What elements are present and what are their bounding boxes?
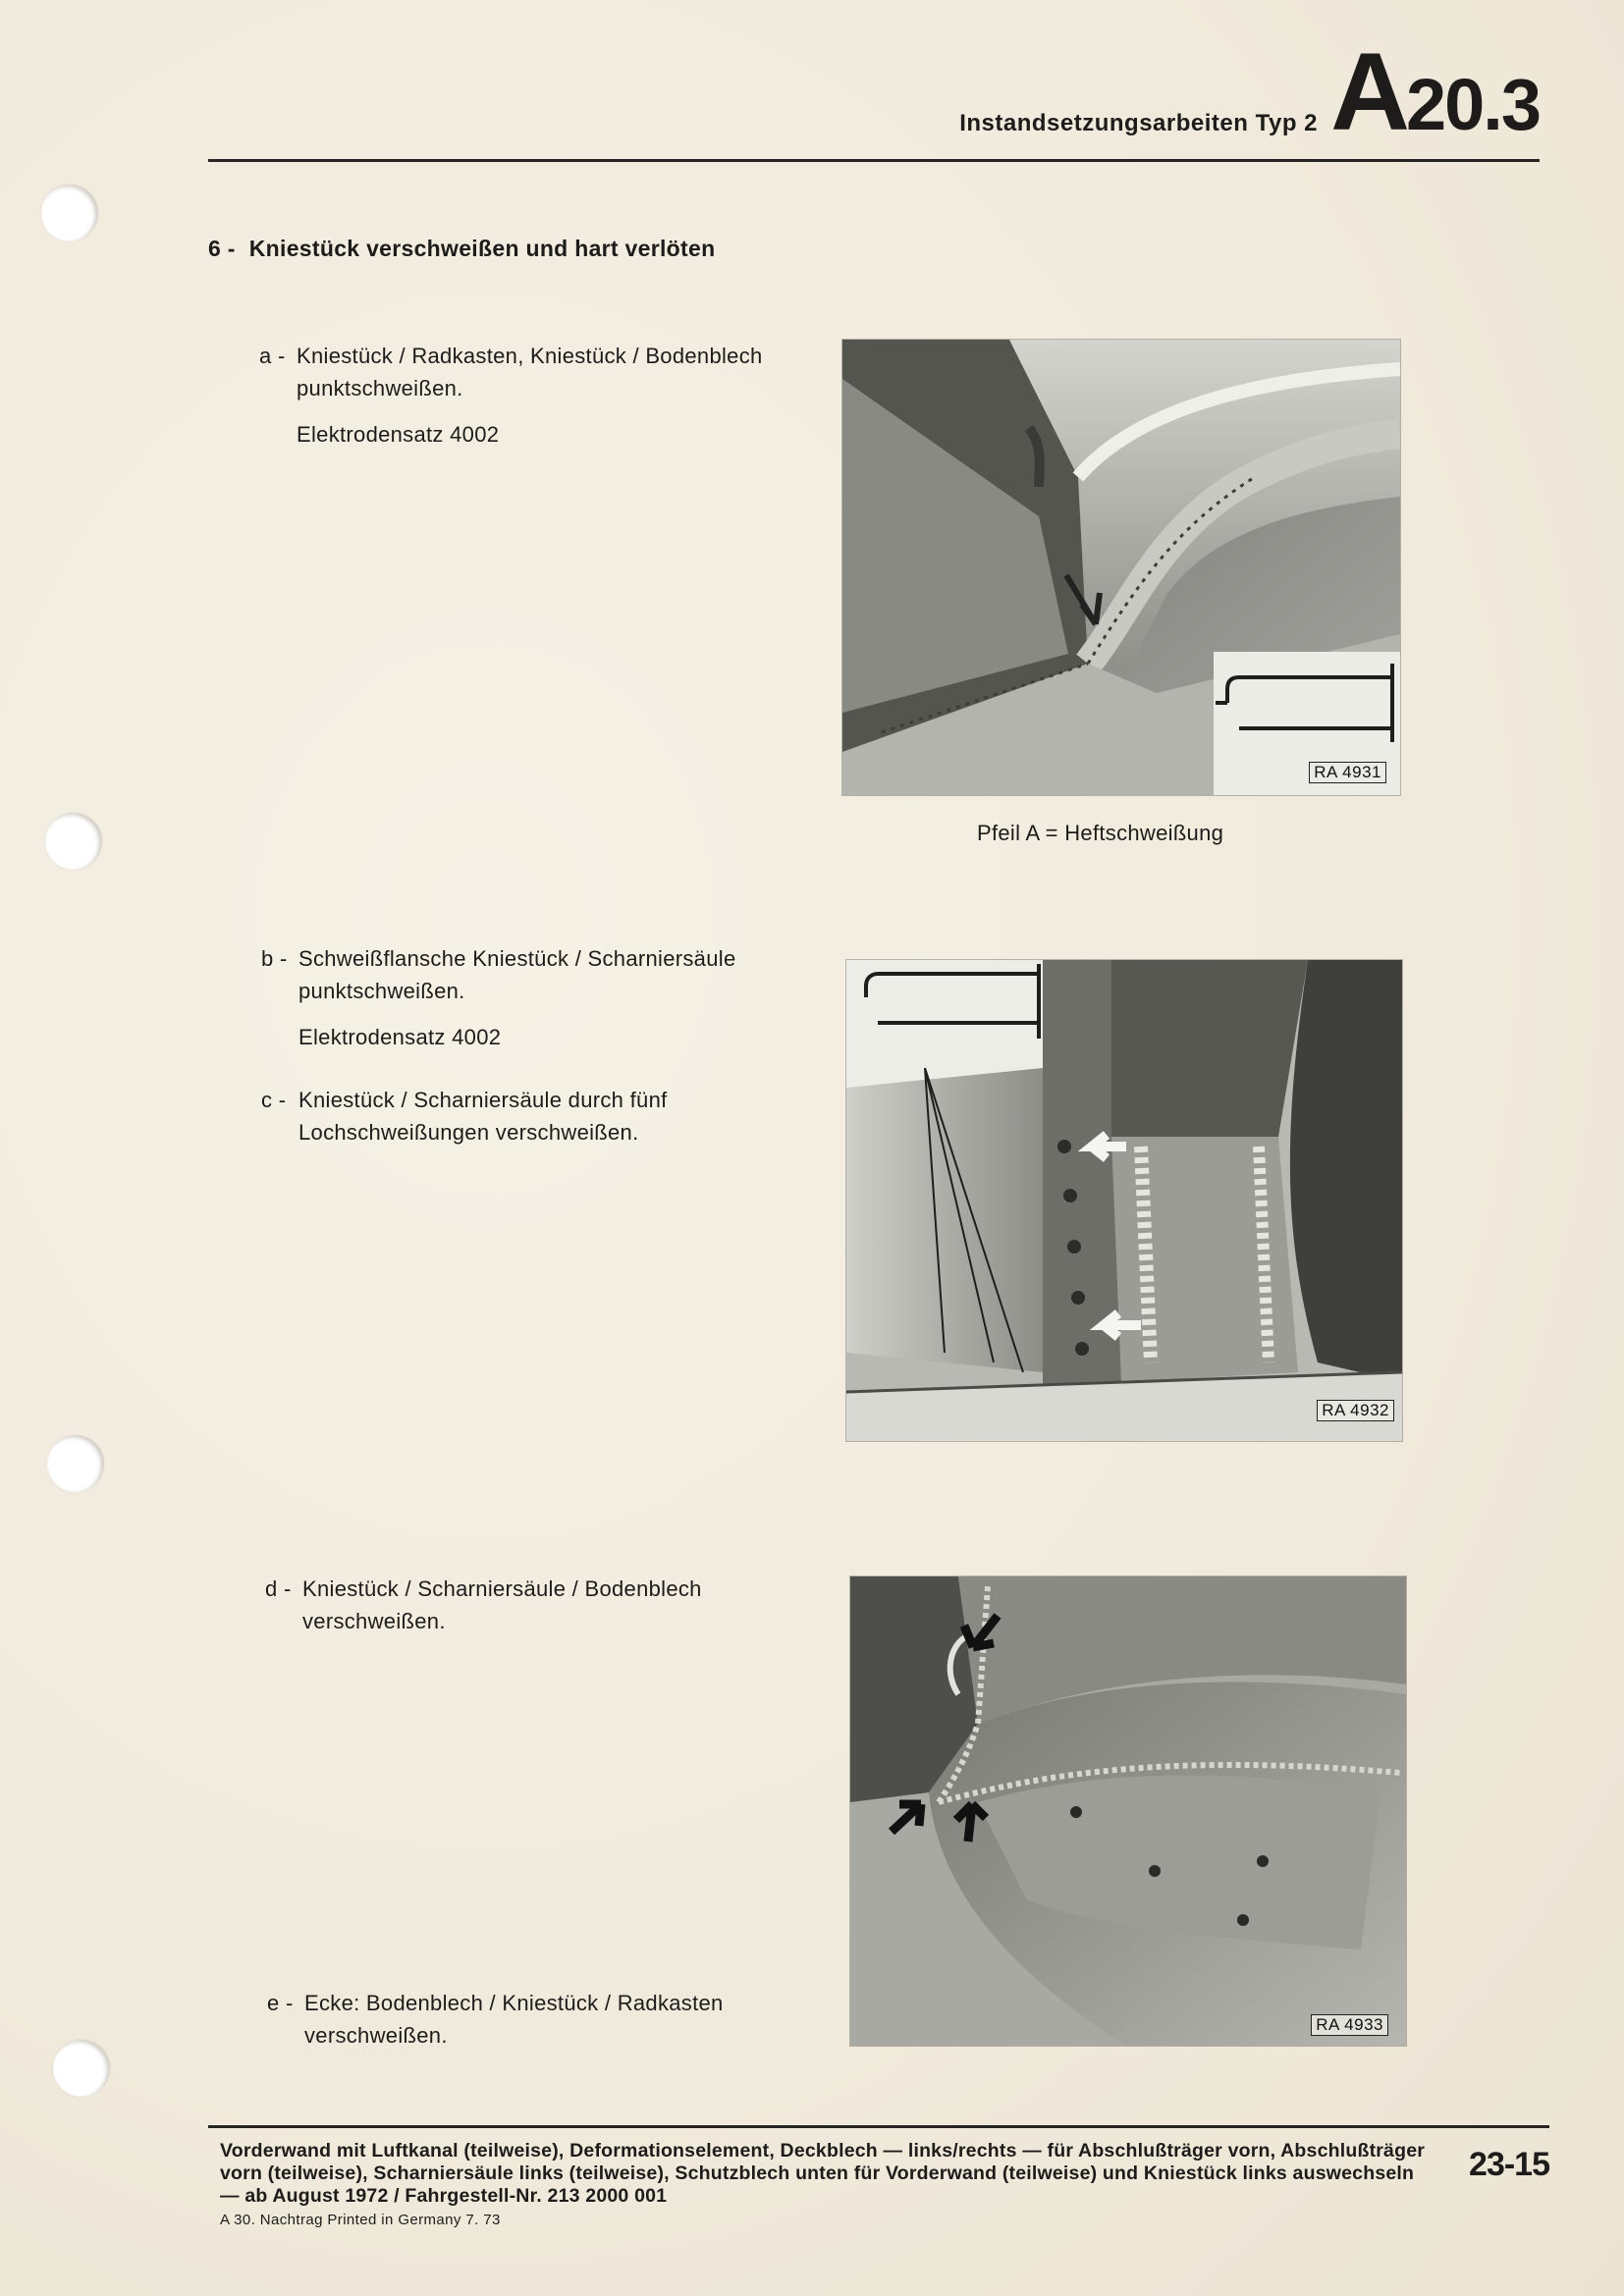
punch-hole-4 (53, 2040, 110, 2097)
page-header (0, 0, 1624, 167)
footer-divider (208, 2125, 1549, 2128)
step-letter: e - (267, 1991, 294, 2015)
punch-hole-3 (47, 1435, 104, 1492)
figure-ra4933 (850, 1576, 1406, 2046)
step-text: Kniestück / Scharniersäule durch fünf Lochschweißungen verschweißen. (298, 1088, 668, 1145)
header-subtitle: Instandsetzungsarbeiten Typ 2 (959, 110, 1318, 136)
step-c (261, 1084, 791, 1148)
section-title: Kniestück verschweißen und hart verlöten (248, 236, 716, 261)
photo-knee-wheelhouse (842, 340, 1400, 795)
step-text: Kniestück / Radkasten, Kniestück / Bodenblech punktschweißen. (297, 344, 763, 400)
section-code (1330, 30, 1540, 153)
header-divider (208, 159, 1540, 162)
print-info: A 30. Nachtrag Printed in Germany 7. 73 (220, 2212, 501, 2228)
section-heading (208, 236, 715, 262)
figure-ref-label: RA 4931 (1309, 762, 1386, 783)
section-code-letter: A (1330, 30, 1406, 153)
punch-hole-1 (41, 185, 98, 241)
photo-floor-corner-welds (850, 1576, 1406, 2046)
section-number: 6 - (208, 236, 236, 261)
step-text: Ecke: Bodenblech / Kniestück / Radkasten verschweißen. (304, 1991, 724, 2048)
step-text: Schweißflansche Kniestück / Scharniersäule punktschweißen. (298, 946, 736, 1003)
photo-hinge-pillar-welds (846, 960, 1402, 1441)
section-code-number: 20.3 (1405, 64, 1540, 145)
step-note: Elektrodensatz 4002 (298, 1025, 502, 1049)
step-note: Elektrodensatz 4002 (297, 422, 500, 447)
step-e (267, 1987, 797, 2052)
step-text: Kniestück / Scharniersäule / Bodenblech verschweißen. (302, 1576, 702, 1633)
step-letter: d - (265, 1576, 292, 1601)
figure-ref-label: RA 4933 (1311, 2014, 1388, 2036)
figure-ra4931 (842, 340, 1400, 795)
step-d (265, 1573, 795, 1637)
step-b (261, 942, 791, 1053)
step-a (259, 340, 770, 451)
page-number: 23-15 (1469, 2146, 1549, 2183)
figure-ref-label: RA 4932 (1317, 1400, 1394, 1421)
step-letter: c - (261, 1088, 287, 1112)
step-letter: a - (259, 344, 286, 368)
figure-caption: Pfeil A = Heftschweißung (977, 821, 1224, 845)
punch-hole-2 (45, 813, 102, 870)
step-letter: b - (261, 946, 288, 971)
footer-title: Vorderwand mit Luftkanal (teilweise), Deformationselement, Deckblech — links/rechts — für Abschlußträger vorn, Abschlußträger vorn (teilweise), Scharniersäule links (teilweise), Schutzblech unten für Vorderwand (teilweise) und Kniestück links auswechseln — ab August 1972 / Fahrgestell-Nr. 213 2000 001 (220, 2140, 1426, 2207)
figure-ra4932 (846, 960, 1402, 1441)
